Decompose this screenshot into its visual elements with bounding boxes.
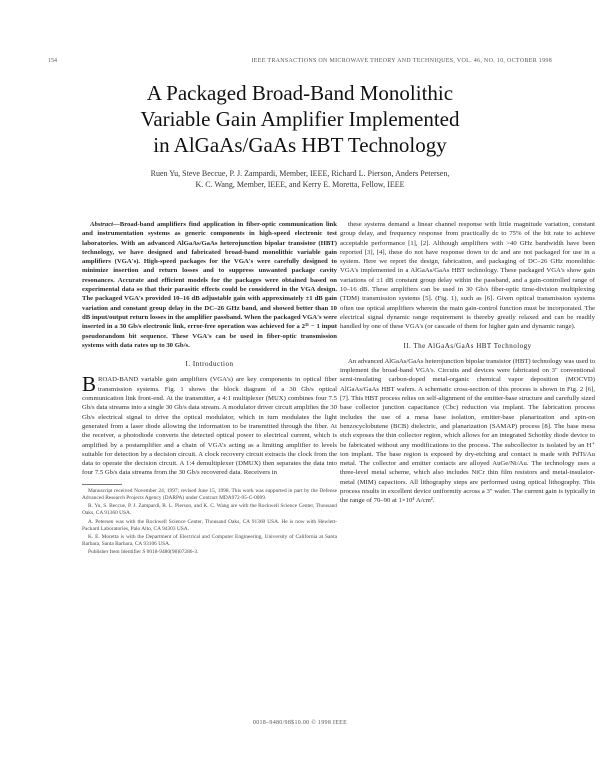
author-line-1: Ruen Yu, Steve Beccue, P. J. Zampardi, Member, IEEE, Richard L. Pierson, Anders Petersen, [150,169,450,178]
title-line-1: A Packaged Broad-Band Monolithic [146,81,454,105]
running-head [48,58,552,70]
title-line-3: in AlGaAs/GaAs HBT Technology [153,133,447,157]
footnotes [82,488,337,557]
hbt-paragraph: An advanced AlGaAs/GaAs heterojunction bipolar transistor (HBT) technology was used to implement the broad-band VGA's. Circuits and devices were fabricated on 3" conventional semi-insulating carbon-doped metal-organic chemical vapor deposition (MOCVD) AlGaAs/GaAs HBT wafers. A schematic cross-section of this process is shown in Fig. 2 [6], [7]. This HBT process relies on self-alignment of the emitter-base structure and carefully sized base collector junction capacitance (Cbc) reduction via implant. The fabrication process includes the use of a mesa base isolation, emitter-base planarization and spin-on benzocyclobutene (BCB) dielectric, and planarization (SAMAP) process [8]. The base mesa etch exposes the thin collector region, which allows for an integrated Schottky diode device to be fabricated without any modifications to the process. The subcollector is isolated by an H⁺ ion implant. The base region is exposed by dry-etching and contact is made with PdTi/Au metal. The collector and emitter contacts are alloyed AuGe/Ni/Au. The technology uses a three-level metal scheme, which also includes NiCr thin film resistors and metal-insulator-metal (MIM) capacitors. All lithography steps are performed using optical lithography. This process results in excellent device uniformity across a 3" wafer. The current gain is typically in the range of 70–90 at 1×10⁴ A/cm². [340,357,595,505]
footnote-publisher-id: Publisher Item Identifier S 0018-9480(98)07286-3. [88,549,199,556]
right-column [340,220,595,509]
paper-title [40,80,560,158]
footnote-affiliation-1: R. Yu, S. Beccue, P. J. Zampardi, R. L. Pierson, and K. C. Wang are with the Rockwell Science Center, Thousand Oaks, CA 91360 USA. [82,503,337,517]
intro-text: ROAD-BAND variable gain amplifiers (VGA's) are key components in optical fiber transmission systems. Fig. 1 shows the block diagram of a 30 Gb/s optical communication link front-end. At the transmitter, a 4:1 multiplexer (MUX) combines four 7.5 Gb/s data streams into a single 30 Gb/s data stream. A modulator driver circuit amplifies the 30 Gb/s electrical signal to drive the optical modulator, which in turn modulates the light generated from a laser diode allowing the information to be transmitted through the fiber. At the receiver, a photodiode converts the detected optical power to electrical current, which is amplified by a postamplifier and a chain of VGA's acting as a limiting amplifier to levels suitable for detection by a decision circuit. A clock recovery circuit extracts the clock from the data to operate the decision circuit. A 1:4 demultiplexer (DMUX) then separates the data into four 7.5 Gb/s data streams from the 30 Gb/s recovered data. Receivers in [82,376,337,477]
abstract [82,220,337,350]
section-heading-introduction: I. Introduction [185,360,234,369]
title-line-2: Variable Gain Amplifier Implemented [140,107,460,131]
intro-continuation: these systems demand a linear channel response with little magnitude variation, constant group delay, and frequency response from practically dc to 75% of the bit rate to achieve acceptable performance [1], [2]. Although amplifiers with >40 GHz bandwidth have been reported [3], [4], these do not have response down to dc and are not packaged for use in a system. Here we report the design, fabrication, and packaging of DC–26 GHz monolithic VGA's implemented in a AlGaAs/GaAs HBT technology. These packaged VGA's show gain variations of ±1 dB constant group delay within the passband, and a gain-controlled range of 10–16 dB. These amplifiers can be used in 30 Gb/s fiber-optic time-division multiplexing (TDM) transmission systems [5]. (Fig. 1), such as [6]. Given optical transmission systems often use optical amplifiers wherein the main gain-control function must be incorporated. The electrical signal dynamic range requirement is thereby greatly relaxed and can be readily handled by one of these VGA's (or cascade of them for higher gain and dynamic range). [340,221,595,331]
section-heading-hbt: II. The AlGaAs/GaAs HBT Technology [403,341,532,350]
journal-name: IEEE TRANSACTIONS ON MICROWAVE THEORY AND TECHNIQUES, VOL. 46, NO. 10, OCTOBER 1998 [251,58,552,64]
author-list [80,168,520,190]
drop-cap: B [82,372,97,397]
footnote-affiliation-2: A. Petersen was with the Rockwell Science Center, Thousand Oaks, CA 91360 USA. He is now with Hewlett-Packard Laboratories, Palo Alto, CA 94303 USA. [82,518,337,532]
footnote-divider [82,484,122,485]
copyright-footer: 0018–9480/98$10.00 © 1998 IEEE [252,720,348,726]
footnote-manuscript: Manuscript received November 24, 1997; revised June 15, 1998. This work was supported in part by the Defense Advanced Research Projects Agency (DARPA) under Contract MDA972-95-C-0009. [82,487,337,501]
page-number: 154 [48,58,57,64]
footnote-affiliation-3: K. E. Moretta is with the Department of Electrical and Computer Engineering, University of California at Santa Barbara, Santa Barbara, CA 93106 USA. [82,533,337,548]
intro-paragraph [82,372,337,477]
abstract-lead: Abstract— [90,221,120,228]
abstract-body: Broad-band amplifiers find application in fiber-optic communication link and instrumentation systems as generic components in high-speed electronic test laboratories. With an advanced AlGaAs/GaAs heterojunction bipolar transistor (HBT) technology, we have designed and fabricated broad-band monolithic variable gain amplifiers (VGA's). High-speed packages for the VGA's were carefully designed to minimize insertion and return losses and to suppress unwanted package cavity resonances. Accurate and efficient models for the packages were obtained based on experimental data so that their parasitic effects could be considered in the VGA design. The packaged VGA's provided 10–16 dB adjustable gain with approximately ±1 dB gain variation and constant group delay in the DC–26 GHz band, and showed better than 10 dB input/output return losses in the amplifier passband. When the packaged VGA's were inserted in a 30 Gb/s electronic link, error-free operation was achieved for a 2³¹ − 1 input pseudorandom bit sequence. These VGA's can be used in fiber-optic transmission systems with data rates up to 30 Gb/s. [82,221,337,349]
left-column [82,220,337,558]
author-line-2: K. C. Wang, Member, IEEE, and Kerry E. Moretta, Fellow, IEEE [195,180,405,189]
